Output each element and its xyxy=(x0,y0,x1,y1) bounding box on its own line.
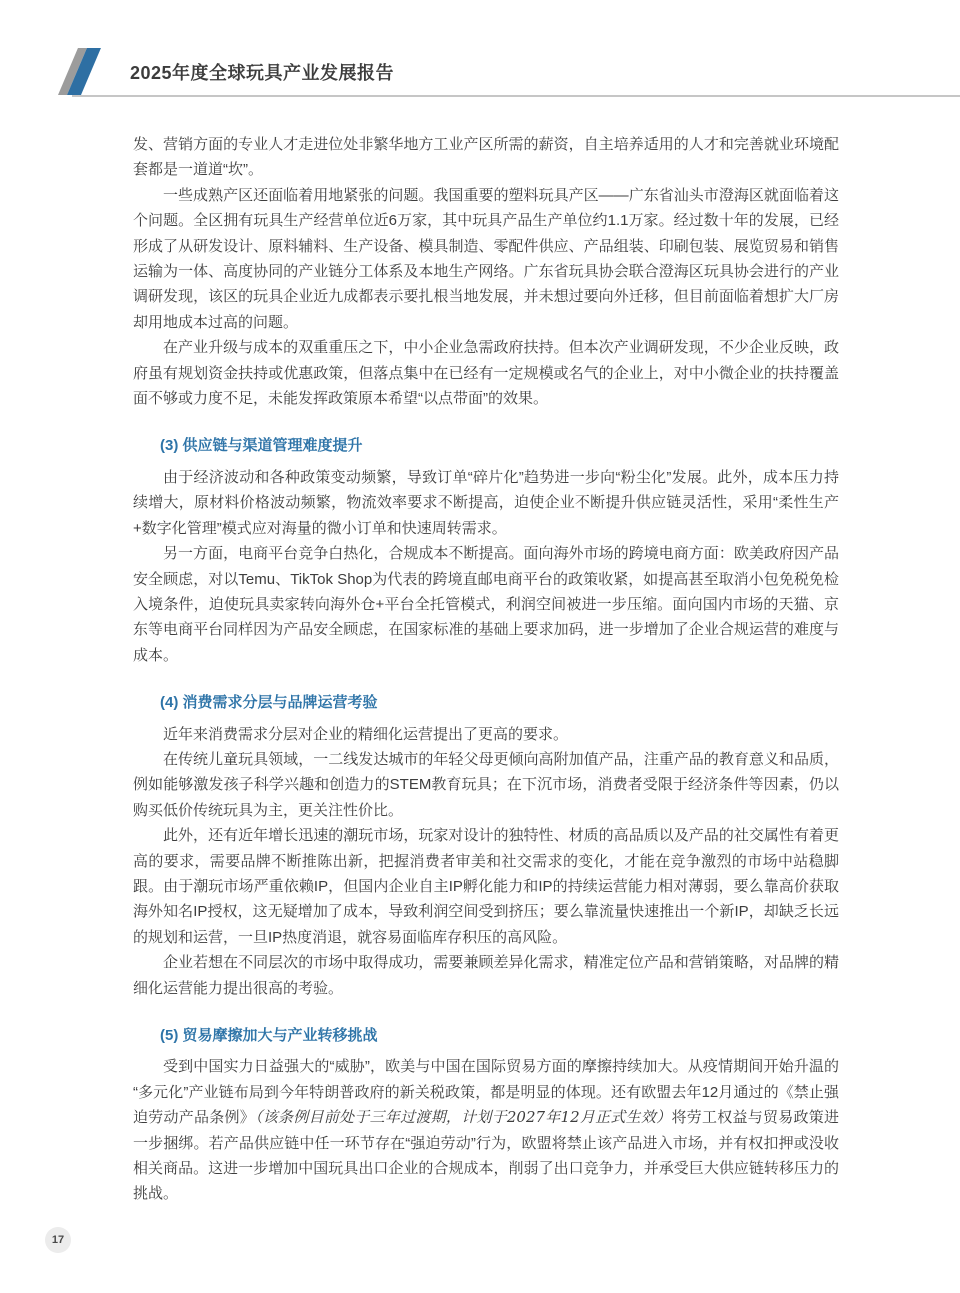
paragraph-text: 将劳工权益与贸易政策进一步捆绑。若产品供应链中任一环节存在“强迫劳动”行为，欧盟将禁止该产品进入市场，并有权扣押或没收相关商品。这进一步增加中国玩具出口企业的合规成本，削弱了出口竞争力，并承受巨大供应链转移压力的挑战。 xyxy=(133,1109,839,1203)
header-divider xyxy=(72,95,960,97)
section-heading-supply-chain: (3) 供应链与渠道管理难度提升 xyxy=(160,437,363,455)
section-heading-consumer-demand: (4) 消费需求分层与品牌运营考验 xyxy=(160,694,378,712)
paragraph: 由于经济波动和各种政策变动频繁，导致订单“碎片化”趋势进一步向“粉尘化”发展。此外，成本压力持续增大，原材料价格波动频繁，物流效率要求不断提高，迫使企业不断提升供应链灵活性，采用“柔性生产+数字化管理”模式应对海量的微小订单和快速周转需求。 xyxy=(133,468,839,537)
paragraph-text: 受到中国实力日益强大的“威胁”，欧美与中国在国际贸易方面的摩擦持续加大。从疫情期间开始升温的“多元化”产业链布局到今年特朗普政府的新关税政策，都是明显的体现。还有欧盟去年12月通过的《禁止强迫劳动产品条例》 xyxy=(133,1058,839,1127)
paragraph-note-italic: （该条例目前处于三年过渡期，计划于2027年12月正式生效） xyxy=(255,1108,672,1127)
report-title: 2025年度全球玩具产业发展报告 xyxy=(130,63,395,83)
paragraph-continuation: 发、营销方面的专业人才走进位处非繁华地方工业产区所需的薪资，自主培养适用的人才和完善就业环境配套都是一道道“坎”。 xyxy=(133,136,839,179)
paragraph: 此外，还有近年增长迅速的潮玩市场，玩家对设计的独特性、材质的高品质以及产品的社交属性有着更高的要求，需要品牌不断推陈出新，把握消费者审美和社交需求的变化，才能在竞争激烈的市场中站稳脚跟。由于潮玩市场严重依赖IP，但国内企业自主IP孵化能力和IP的持续运营能力相对薄弱，要么靠高价获取海外知名IP授权，这无疑增加了成本，导致利润空间受到挤压；要么靠流量快速推出一个新IP，却缺乏长远的规划和运营，一旦IP热度消退，就容易面临库存积压的高风险。 xyxy=(133,827,839,946)
paragraph: 在产业升级与成本的双重重压之下，中小企业急需政府扶持。但本次产业调研发现，不少企业反映，政府虽有规划资金扶持或优惠政策，但落点集中在已经有一定规模或名气的企业上，对中小微企业的扶持覆盖面不够或力度不足，未能发挥政策原本希望“以点带面”的效果。 xyxy=(133,339,839,408)
report-body xyxy=(133,132,839,1207)
paragraph: 一些成熟产区还面临着用地紧张的问题。我国重要的塑料玩具产区——广东省汕头市澄海区就面临着这个问题。全区拥有玩具生产经营单位近6万家，其中玩具产品生产单位约1.1万家。经过数十年的发展，已经形成了从研发设计、原料辅料、生产设备、模具制造、零配件供应、产品组装、印刷包装、展览贸易和销售运输为一体、高度协同的产业链分工体系及本地生产网络。广东省玩具协会联合澄海区玩具协会进行的产业调研发现，该区的玩具企业近九成都表示要扎根当地发展，并未想过要向外迁移，但目前面临着想扩大厂房却用地成本过高的问题。 xyxy=(133,186,839,331)
paragraph: 另一方面，电商平台竞争白热化，合规成本不断提高。面向海外市场的跨境电商方面：欧美政府因产品安全顾虑，对以Temu、TikTok Shop为代表的跨境直邮电商平台的政策收紧，如提高甚至取消小包免税免检入境条件，迫使玩具卖家转向海外仓+平台全托管模式，利润空间被进一步压缩。面向国内市场的天猫、京东等电商平台同样因为产品安全顾虑，在国家标准的基础上要求加码，进一步增加了企业合规运营的难度与成本。 xyxy=(133,545,839,664)
section-heading-trade-friction: (5) 贸易摩擦加大与产业转移挑战 xyxy=(160,1027,378,1044)
paragraph: 近年来消费需求分层对企业的精细化运营提出了更高的要求。 xyxy=(163,725,569,743)
paragraph: 企业若想在不同层次的市场中取得成功，需要兼顾差异化需求，精准定位产品和营销策略，对品牌的精细化运营能力提出很高的考验。 xyxy=(133,954,839,997)
paragraph: 在传统儿童玩具领域，一二线发达城市的年轻父母更倾向高附加值产品，注重产品的教育意义和品质，例如能够激发孩子科学兴趣和创造力的STEM教育玩具；在下沉市场，消费者受限于经济条件等因素，仍以购买低价传统玩具为主，更关注性价比。 xyxy=(133,750,839,819)
report-logo-icon xyxy=(58,48,101,95)
paragraph xyxy=(133,1054,839,1206)
page-number-badge: 17 xyxy=(45,1227,71,1253)
